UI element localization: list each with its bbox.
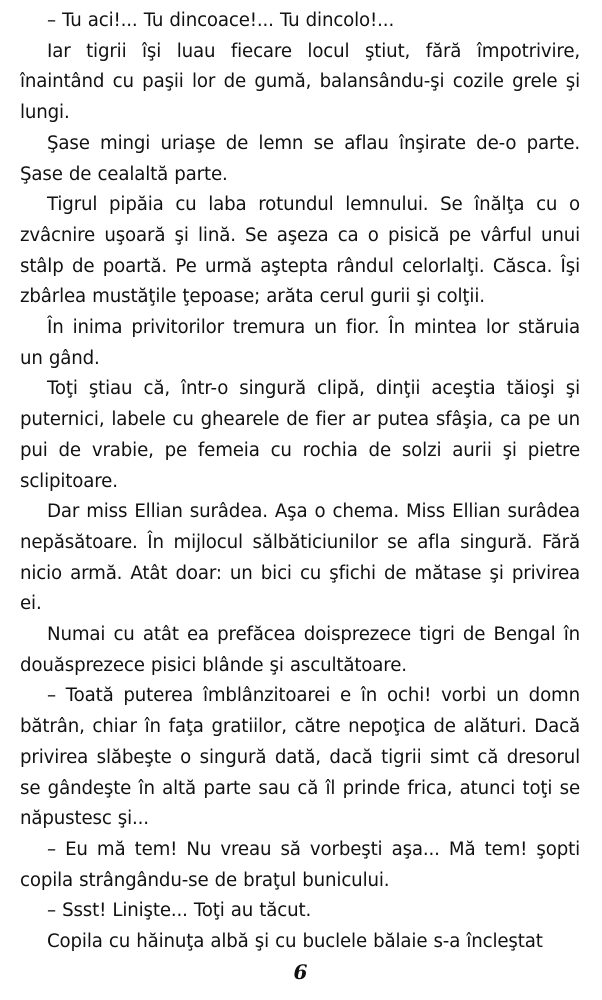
paragraph: Toţi ştiau că, într-o singură clipă, dinţii aceştia tăioşi şi puternici, labele cu ghearele de fier ar putea sfâşia, ca pe un pui de vrabie, pe femeia cu rochia de solzi aurii şi pietre sclipitoare. <box>20 378 580 492</box>
paragraph: Iar tigrii îşi luau fiecare locul ştiut, fără împotrivire, înaintând cu paşii lor de gumă, balansându-şi cozile grele şi lungi. <box>20 40 580 124</box>
paragraph: Copila cu hăinuţa albă şi cu buclele bălaie s-a încleştat <box>47 931 543 953</box>
paragraph: Şase mingi uriaşe de lemn se aflau înşirate de-o parte. Şase de cealaltă parte. <box>20 132 580 185</box>
paragraph: – Ssst! Linişte... Toţi au tăcut. <box>47 900 312 922</box>
paragraph: – Eu mă tem! Nu vreau să vorbeşti aşa... Mă tem! şopti copila strângându-se de braţul bunicului. <box>20 838 580 891</box>
paragraph: Dar miss Ellian surâdea. Aşa o chema. Miss Ellian surâdea nepăsătoare. În mijlocul sălbăticiunilor se afla singură. Fără nicio armă. Atât doar: un bici cu şfichi de mătase şi privirea ei. <box>20 501 580 615</box>
page-number: 6 <box>293 960 309 984</box>
paragraph: – Toată puterea îmblânzitoarei e în ochi! vorbi un domn bătrân, chiar în faţa gratiilor, către nepoţica de alături. Dacă privirea slăbeşte o singură dată, dacă tigrii simt că dresorul se gândeşte în altă parte sau că îl prinde frica, atunci toţi se năpustesc şi... <box>20 685 580 830</box>
paragraph: Numai cu atât ea prefăcea doisprezece tigri de Bengal în douăsprezece pisici blânde şi ascultătoare. <box>20 624 580 676</box>
paragraph: Tigrul pipăia cu laba rotundul lemnului. Se înălţa cu o zvâcnire uşoară şi lină. Se aşeza ca o pisică pe vârful unui stâlp de poartă. Pe urmă aştepta rândul celorlalţi. Căsca. Îşi zbârlea mustăţile ţepoase; arăta cerul gurii şi colţii. <box>20 194 580 308</box>
paragraph: În inima privitorilor tremura un fior. În mintea lor stăruia un gând. <box>20 317 580 369</box>
page-body <box>20 6 580 958</box>
paragraph: – Tu aci!... Tu dincoace!... Tu dincolo!... <box>47 10 395 31</box>
